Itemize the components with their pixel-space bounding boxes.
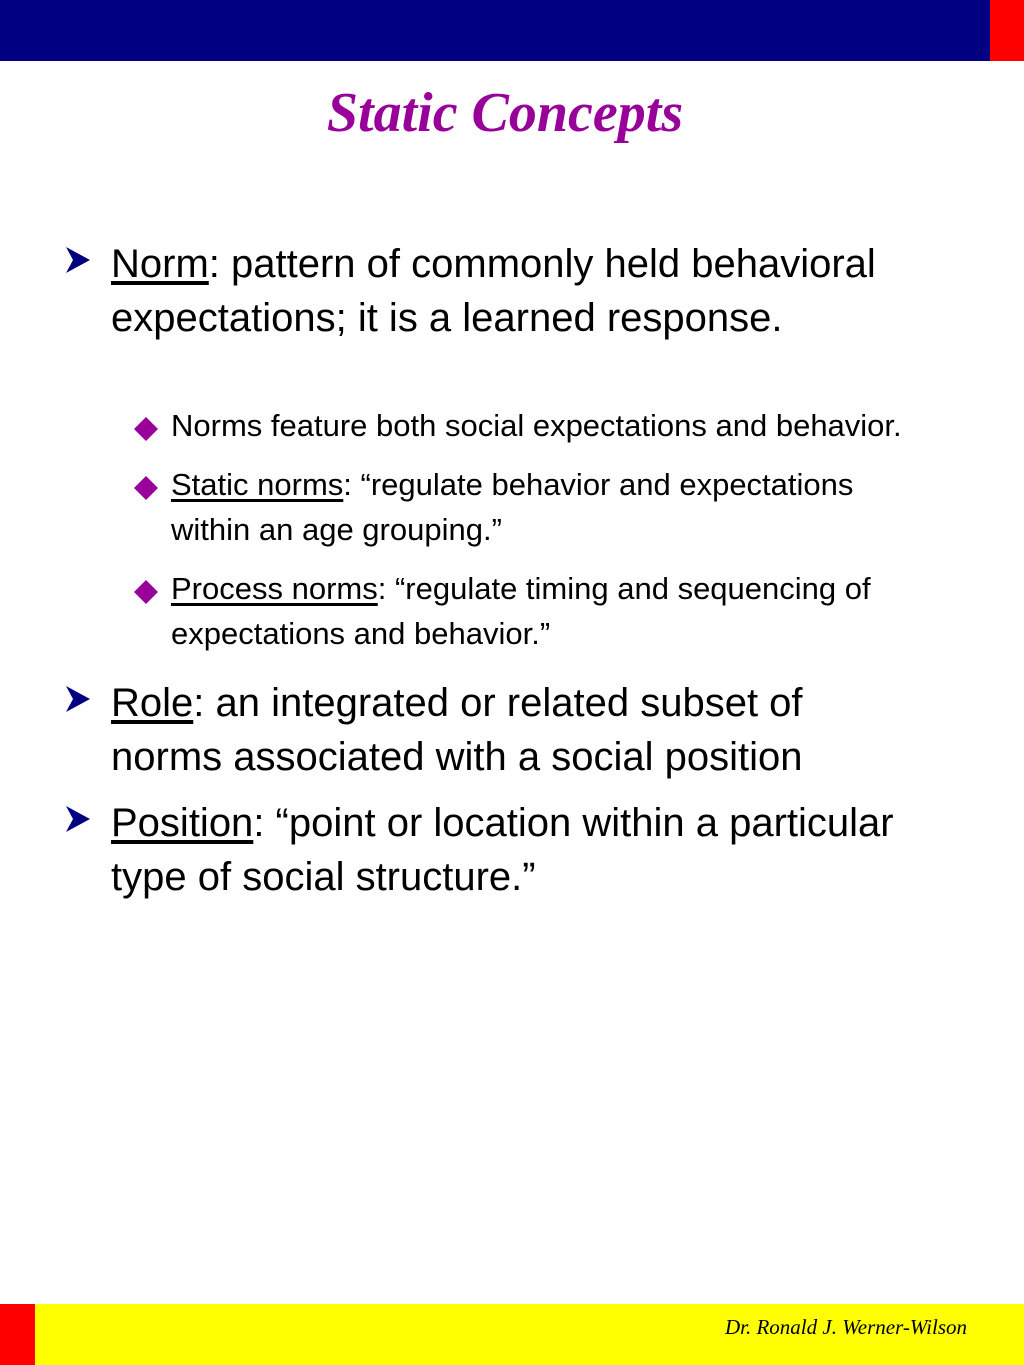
- bullet-term: Role: [111, 681, 194, 725]
- bullet-term: Position: [111, 801, 254, 845]
- sub-bullet-term: Static norms: [171, 467, 344, 502]
- slide-content: [0, 237, 1024, 904]
- sub-bullet-text: : “regulate timing and sequencing of expectations and behavior.”: [171, 571, 871, 651]
- bullet-term: Norm: [111, 242, 209, 286]
- slide-title: Static Concepts: [326, 82, 684, 144]
- diamond-bullet-icon: [132, 578, 160, 606]
- bullet-definition: : pattern of commonly held behavioral expectations; it is a learned response.: [111, 242, 876, 340]
- arrowhead-bullet-icon: [62, 244, 94, 276]
- top-corner-accent: [990, 0, 1024, 61]
- sub-bullet-norms-feature: [0, 403, 911, 448]
- diamond-bullet-icon: [132, 474, 160, 502]
- bullet-norm: [0, 237, 911, 399]
- arrowhead-bullet-icon: [62, 683, 94, 715]
- diamond-bullet-icon: [132, 415, 160, 443]
- bottom-corner-accent: [0, 1304, 35, 1365]
- sub-bullet-static-norms: [0, 462, 911, 552]
- bullet-role: [0, 676, 911, 784]
- bullet-position: [0, 796, 911, 904]
- bullet-definition: : an integrated or related subset of norms associated with a social position: [111, 681, 803, 779]
- arrowhead-bullet-icon: [62, 803, 94, 835]
- top-banner-bar: [0, 0, 990, 61]
- sub-bullet-text: Norms feature both social expectations and behavior.: [171, 408, 902, 443]
- sub-bullet-text: : “regulate behavior and expectations within an age grouping.”: [171, 467, 854, 547]
- sub-bullet-process-norms: [0, 566, 911, 656]
- footer-author: Dr. Ronald J. Werner-Wilson: [724, 1315, 967, 1339]
- sub-bullet-term: Process norms: [171, 571, 378, 606]
- bullet-definition: : “point or location within a particular type of social structure.”: [111, 801, 894, 899]
